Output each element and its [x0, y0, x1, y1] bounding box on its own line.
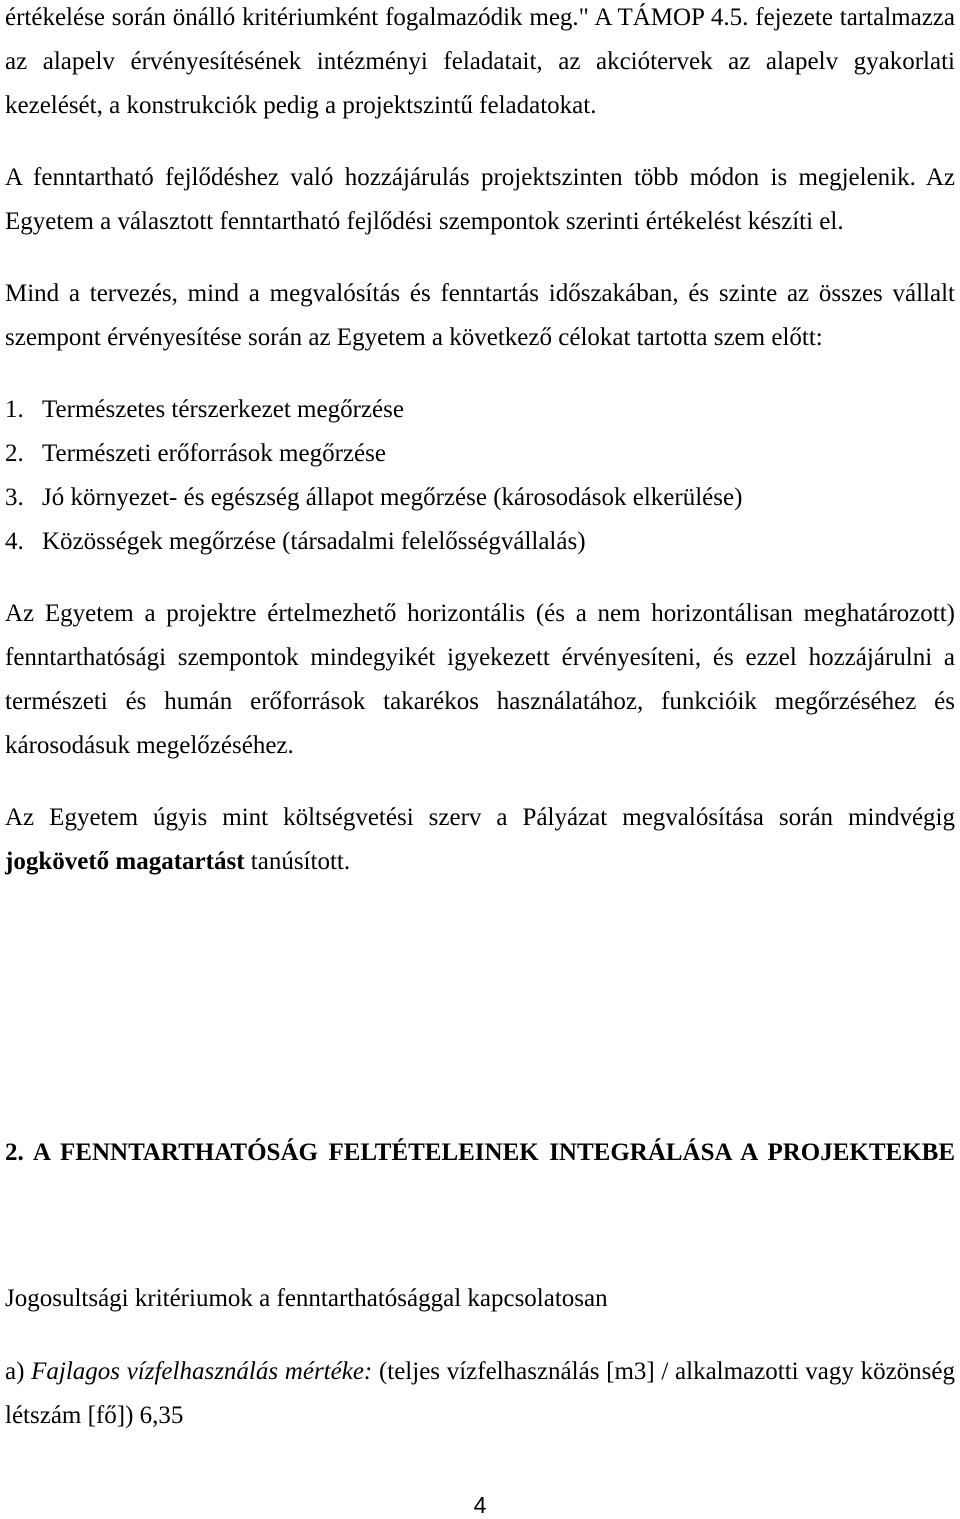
text-line: szempont érvényesítése során az Egyetem a következő célokat tartotta szem előtt:	[5, 324, 823, 351]
text-line: Az Egyetem a projektre értelmezhető horizontális (és a nem horizontálisan meghatározott)	[5, 600, 955, 627]
list-item	[5, 388, 955, 432]
text-line: értékelése során önálló kritériumként fogalmazódik meg." A TÁMOP 4.5. fejezete tartalmazza	[5, 4, 955, 31]
text-line	[5, 840, 955, 884]
text-line: A fenntartható fejlődéshez való hozzájárulás projektszinten több módon is megjelenik. Az	[5, 164, 955, 191]
list-item	[5, 432, 955, 476]
list-item-text: Jó környezet- és egészség állapot megőrzése (károsodások elkerülése)	[42, 484, 743, 511]
text-line: Mind a tervezés, mind a megvalósítás és fenntartás időszakában, és szinte az összes vállalt	[5, 280, 955, 307]
text-line: Az Egyetem úgyis mint költségvetési szerv a Pályázat megvalósítása során mindvégig	[5, 804, 955, 831]
text-run: (teljes vízfelhasználás [m3] / alkalmazotti vagy közönség	[372, 1358, 956, 1385]
list-item-number: 4.	[5, 528, 24, 555]
bold-text: jogkövető magatartást	[5, 848, 245, 875]
text-line: károsodásuk megelőzéséhez.	[5, 732, 294, 759]
paragraph-compliance	[5, 796, 955, 884]
text-line: természeti és humán erőforrások takarékos használatához, funkcióik megőrzéséhez és	[5, 688, 955, 715]
text-line: kezelését, a konstrukciók pedig a projektszintű feladatokat.	[5, 92, 597, 119]
text-line	[5, 1350, 955, 1394]
criteria-title: Jogosultsági kritériumok a fenntarthatósággal kapcsolatosan	[5, 1285, 608, 1312]
paragraph-contribution	[5, 156, 955, 244]
list-item-number: 3.	[5, 484, 24, 511]
list-item-number: 2.	[5, 440, 24, 467]
list-item-text: Közösségek megőrzése (társadalmi felelősségvállalás)	[42, 528, 586, 555]
section-heading: 2. A FENNTARTHATÓSÁG FELTÉTELEINEK INTEGRÁLÁSA A PROJEKTEKBE	[5, 1139, 955, 1166]
document-page	[5, 0, 955, 1438]
goals-list	[5, 388, 955, 564]
text-run: tanúsított.	[244, 848, 351, 875]
list-item	[5, 476, 955, 520]
paragraph-goals-intro	[5, 272, 955, 360]
paragraph-intro	[5, 0, 955, 128]
text-line: az alapelv érvényesítésének intézményi feladatait, az akciótervek az alapelv gyakorlati	[5, 48, 955, 75]
list-item-text: Természetes térszerkezet megőrzése	[42, 396, 404, 423]
page-number: 4	[473, 1492, 487, 1518]
list-item-text: Természeti erőforrások megőrzése	[42, 440, 386, 467]
criterion-a	[5, 1350, 955, 1438]
text-line: Egyetem a választott fenntartható fejlődési szempontok szerinti értékelést készíti el.	[5, 208, 844, 235]
list-item-number: 1.	[5, 396, 24, 423]
text-line: létszám [fő]) 6,35	[5, 1402, 184, 1429]
criterion-label: a)	[5, 1358, 32, 1385]
list-item	[5, 520, 955, 564]
text-line: fenntarthatósági szempontok mindegyikét igyekezett érvényesíteni, és ezzel hozzájárulni a	[5, 644, 955, 671]
criterion-term: Fajlagos vízfelhasználás mértéke:	[31, 1358, 373, 1385]
paragraph-horizontal-aspects	[5, 592, 955, 768]
